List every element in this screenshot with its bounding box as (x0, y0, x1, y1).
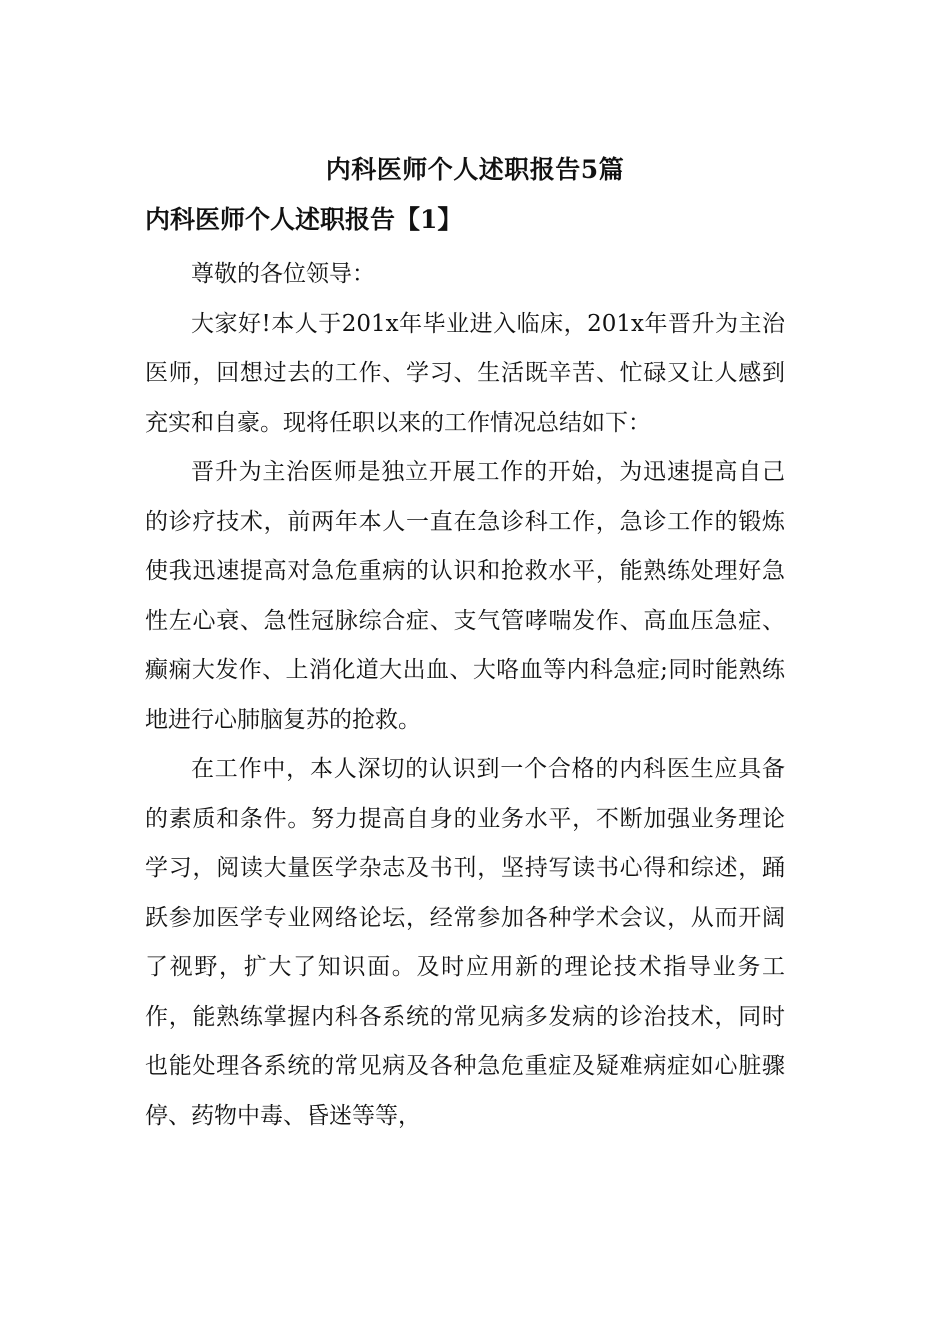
salutation-paragraph: 尊敬的各位领导： (191, 261, 375, 287)
body-paragraph: 在工作中，本人深切的认识到一个合格的内科医生应具备的素质和条件。努力提高自身的业务水平，不断加强业务理论学习，阅读大量医学杂志及书刊，坚持写读书心得和综述，踊跃参加医学专业网络论坛，经常参加各种学术会议，从而开阔了视野，扩大了知识面。及时应用新的理论技术指导业务工作，能熟练掌握内科各系统的常见病多发病的诊治技术，同时也能处理各系统的常见病及各种急危重症及疑难病症如心脏骤停、药物中毒、昏迷等等， (145, 756, 785, 1129)
section-heading: 内科医师个人述职报告【1】 (145, 205, 463, 234)
document-title: 内科医师个人述职报告5篇 (325, 155, 625, 184)
body-paragraph: 大家好!本人于201x年毕业进入临床，201x年晋升为主治医师，回想过去的工作、学习、生活既辛苦、忙碌又让人感到充实和自豪。现将任职以来的工作情况总结如下： (145, 310, 785, 436)
document-body (145, 250, 785, 1141)
body-paragraph: 晋升为主治医师是独立开展工作的开始，为迅速提高自己的诊疗技术，前两年本人一直在急诊科工作，急诊工作的锻炼使我迅速提高对急危重病的认识和抢救水平，能熟练处理好急性左心衰、急性冠脉综合症、支气管哮喘发作、高血压急症、癫痫大发作、上消化道大出血、大咯血等内科急症;同时能熟练地进行心肺脑复苏的抢救。 (145, 459, 785, 733)
